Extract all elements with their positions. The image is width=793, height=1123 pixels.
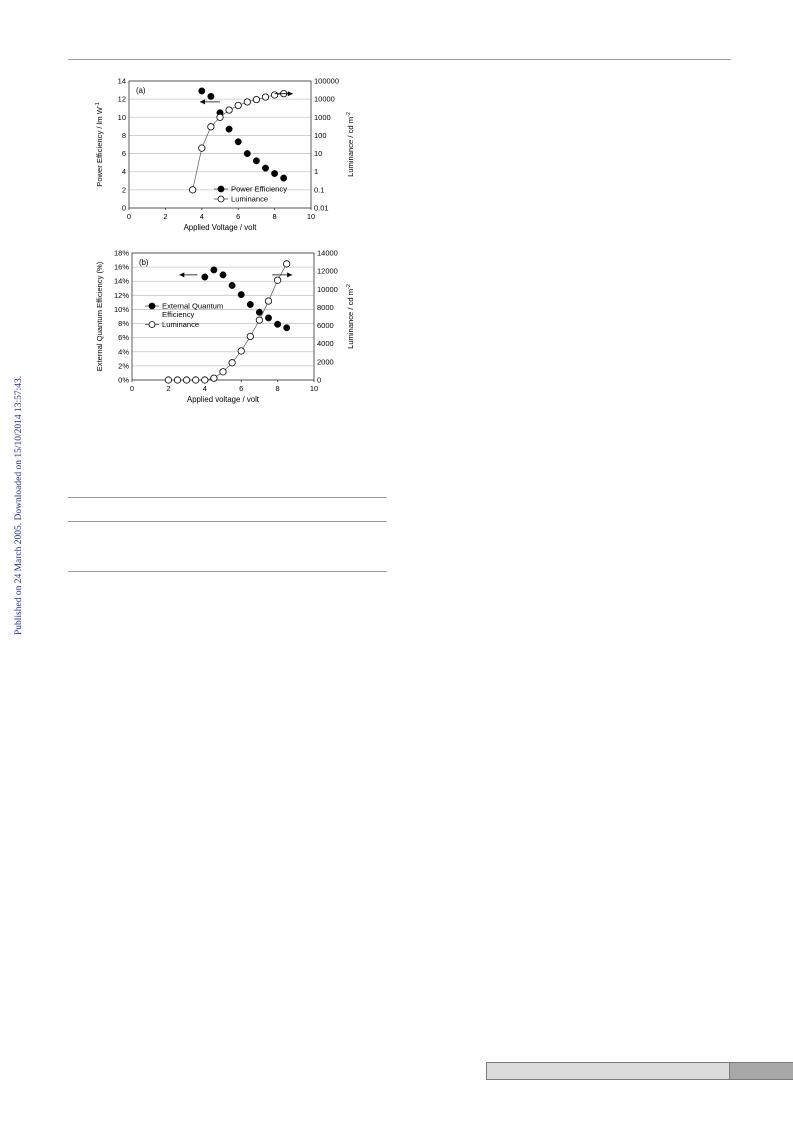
x-axis-label-b: Applied voltage / volt [187,395,259,404]
y-left-tick-label-b-6: 12% [113,290,129,300]
filled-point-b-0-9 [284,325,290,331]
legend-text-b-1-0: Luminance [162,320,200,329]
x-tick-label-b-5: 10 [309,384,319,393]
filled-point-a-0-6 [253,158,259,164]
open-point-a-1-1 [199,145,205,151]
open-point-b-1-6 [220,369,226,375]
y-right-axis-label-a: Luminance / cd $m^{-2}$ [346,112,355,177]
y-right-tick-label-b-3: 6000 [317,321,334,331]
y-right-tick-label-a-3: 10 [314,149,323,159]
x-tick-label-b-4: 8 [275,384,280,393]
y-right-tick-label-b-5: 10000 [317,284,338,294]
legend-marker-b-0 [149,303,155,309]
open-point-b-1-4 [202,377,208,383]
y-left-tick-label-b-9: 18% [113,248,129,258]
open-point-b-1-12 [274,277,280,283]
open-point-a-1-3 [217,114,223,120]
filled-point-b-0-0 [202,274,208,280]
y-left-tick-label-a-7: 14 [117,76,126,86]
chart-panel-b [90,246,365,412]
legend-text-a-0-0: Power Efficiency [231,184,287,194]
open-point-b-1-8 [238,348,244,354]
open-point-a-1-6 [244,99,250,105]
axis-arrow-head-a-0 [200,99,205,104]
x-axis-label-a: Applied Voltage / volt [183,223,257,232]
open-point-a-1-8 [262,94,268,100]
x-tick-label-b-3: 6 [239,384,244,393]
open-point-a-1-4 [226,107,232,113]
y-left-tick-label-a-4: 8 [121,130,126,140]
y-right-tick-label-a-0: 0.01 [314,203,329,213]
y-left-axis-label-a: Power Efficiency / lm $W^{-1}$ [95,102,104,187]
y-left-tick-label-b-5: 10% [113,304,129,314]
table-rule-top [68,497,387,498]
y-left-tick-label-a-0: 0 [121,203,126,213]
chart-panel-a [90,74,365,244]
filled-point-b-0-3 [229,282,235,288]
x-tick-label-a-1: 2 [163,212,168,221]
y-right-tick-label-a-6: 10000 [314,94,335,104]
legend-text-b-0-0: External Quantum [162,301,224,311]
open-point-a-1-7 [253,96,259,102]
x-tick-label-a-2: 4 [199,212,204,221]
legend-marker-a-0 [218,186,224,192]
y-right-axis-label-sup-b: -2 [346,284,352,289]
x-tick-label-a-0: 0 [126,212,132,221]
filled-point-a-0-8 [271,170,277,176]
filled-point-b-0-5 [247,301,253,307]
y-right-tick-label-b-4: 8000 [317,302,334,312]
open-point-b-1-5 [211,375,217,381]
y-right-tick-label-a-2: 1 [314,167,319,177]
legend-marker-b-1 [149,322,155,328]
y-left-tick-label-b-2: 4% [118,347,129,357]
open-point-b-1-0 [165,377,171,383]
x-tick-label-b-1: 2 [166,384,171,393]
y-left-tick-label-a-3: 6 [121,149,126,159]
panel-label-b: (b) [139,258,149,267]
filled-point-a-0-1 [208,93,214,99]
legend-text-a-1-0: Luminance [231,194,269,204]
y-left-tick-label-b-4: 8% [118,319,129,329]
filled-point-a-0-4 [235,139,241,145]
y-left-tick-label-b-0: 0% [118,375,129,385]
y-right-tick-label-a-4: 100 [314,130,327,140]
y-left-axis-label-b: External Quantum Efficiency (%) [95,261,104,372]
x-tick-label-a-3: 6 [236,212,241,221]
x-tick-label-b-2: 4 [202,384,207,393]
legend-text-b-0-1: Efficiency [162,310,195,319]
axis-arrow-head-b-1 [287,272,292,277]
open-point-b-1-9 [247,333,253,339]
y-right-axis-label-b: Luminance / cd $m^{-2}$ [346,284,355,349]
y-right-tick-label-a-1: 0.1 [314,185,325,195]
y-left-tick-label-a-5: 10 [117,112,126,122]
filled-point-b-0-4 [238,291,244,297]
top-rule [68,59,731,60]
open-point-b-1-3 [193,377,199,383]
x-tick-label-a-4: 8 [272,212,277,221]
y-left-tick-label-b-3: 6% [118,333,129,343]
filled-point-a-0-3 [226,126,232,132]
y-left-tick-label-a-1: 2 [121,185,126,195]
filled-point-a-0-0 [199,88,205,94]
filled-point-a-0-9 [281,175,287,181]
filled-point-b-0-6 [256,309,262,315]
chart-a-svg [90,74,365,244]
y-right-tick-label-a-7: 100000 [314,76,340,86]
y-right-axis-label-sup-a: -2 [346,112,352,117]
y-left-tick-label-a-6: 12 [117,94,126,104]
open-point-a-1-2 [208,124,214,130]
legend-marker-a-1 [218,196,224,202]
open-point-b-1-1 [174,377,180,383]
open-point-a-1-5 [235,102,241,108]
filled-point-b-0-2 [220,272,226,278]
filled-point-a-0-7 [262,165,268,171]
open-point-b-1-13 [284,261,290,267]
x-tick-label-a-5: 10 [306,212,316,221]
axis-arrow-head-a-1 [288,91,293,96]
footer-tab [730,1062,793,1080]
y-right-tick-label-a-5: 1000 [314,112,331,122]
y-left-tick-label-b-8: 16% [113,262,129,272]
y-left-tick-label-b-1: 2% [118,361,129,371]
open-point-a-1-9 [271,92,277,98]
filled-point-b-0-8 [274,321,280,327]
open-point-b-1-7 [229,360,235,366]
y-right-tick-label-b-0: 0 [317,375,322,385]
y-right-tick-label-b-6: 12000 [317,266,338,276]
y-right-tick-label-b-2: 4000 [317,339,334,349]
y-left-tick-label-b-7: 14% [113,276,129,286]
publication-side-note: Published on 24 March 2005. Downloaded on 15/10/2014 13:57:43. [14,375,24,635]
y-right-tick-label-b-1: 2000 [317,357,334,367]
chart-b-svg [90,246,365,412]
open-point-b-1-11 [265,298,271,304]
open-point-b-1-10 [256,317,262,323]
table-rule-middle [68,521,387,522]
filled-point-a-0-5 [244,150,250,156]
axis-arrow-head-b-0 [179,272,184,277]
filled-point-b-0-1 [211,267,217,273]
table-rule-bottom [68,571,387,572]
panel-label-a: (a) [136,86,146,95]
y-left-tick-label-a-2: 4 [121,167,126,177]
y-left-axis-label-sup-a: -1 [95,102,101,108]
filled-point-b-0-7 [265,315,271,321]
open-point-a-1-0 [190,187,196,193]
x-tick-label-b-0: 0 [129,384,135,393]
open-point-b-1-2 [183,377,189,383]
y-right-tick-label-b-7: 14000 [317,248,338,258]
footer-bar [486,1062,730,1080]
